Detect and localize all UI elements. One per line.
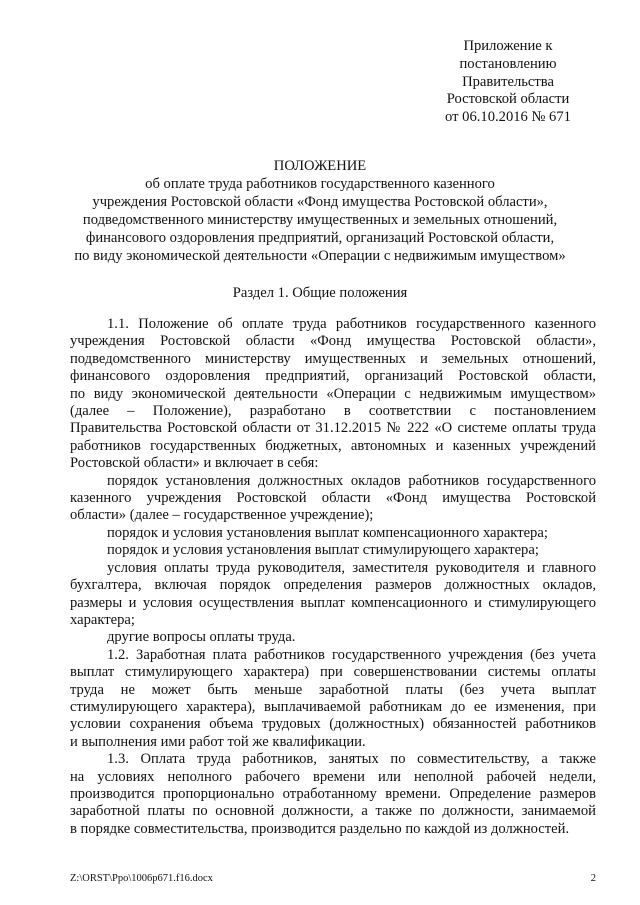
body-line: 1.1. Положение об оплате труда работников государственного казенного	[107, 316, 596, 332]
body-line: порядок и условия установления выплат компенсационного характера;	[107, 524, 548, 541]
body-line: порядок и условия установления выплат стимулирующего характера;	[107, 542, 539, 559]
appendix-block	[418, 38, 598, 127]
body-line: характера;	[70, 611, 135, 628]
appendix-line: от 06.10.2016 № 671	[445, 109, 571, 126]
body-line: труда не может быть меньше заработной платы (без учета выплат	[70, 681, 596, 698]
body-line: 1.3. Оплата труда работников, занятых по совместительству, а также	[107, 751, 596, 768]
body-line: в порядке совместительства, производится раздельно по каждой из должностей.	[70, 820, 570, 837]
file-path: Z:\ORST\Ppo\1006p671.f16.docx	[70, 873, 213, 884]
title-line: об оплате труда работников государственного казенного	[145, 175, 495, 192]
body-line: порядок установления должностных окладов работников государственного	[107, 472, 596, 489]
appendix-line: постановлению	[459, 55, 557, 72]
body-line: работников государственных бюджетных, автономных и казенных учреждений	[70, 437, 596, 454]
document-title	[40, 158, 600, 265]
appendix-line: Ростовской области	[446, 91, 570, 108]
body-line: условии сохранения объема трудовых (должностных) обязанностей работников	[70, 716, 596, 733]
title-line: по виду экономической деятельности «Операции с недвижимым имуществом»	[74, 247, 566, 264]
body-line: Ростовской области» и включает в себя:	[70, 455, 319, 472]
body-line: (далее – Положение), разработано в соответствии с постановлением	[70, 403, 596, 420]
body-line: и выполнения ими работ той же квалификации.	[70, 733, 366, 750]
title-heading: ПОЛОЖЕНИЕ	[273, 158, 367, 174]
body-line: на условиях неполного рабочего времени или неполной рабочей недели,	[70, 768, 596, 785]
body-line: 1.2. Заработная плата работников государственного учреждения (без учета	[107, 646, 596, 663]
body-line: размеры и условия осуществления выплат компенсационного и стимулирующего	[70, 594, 596, 611]
body-line: производится пропорционально отработанному времени. Определение размеров	[70, 785, 596, 802]
body-line: Правительства Ростовской области от 31.12.2015 № 222 «О системе оплаты труда	[70, 420, 596, 437]
title-line: финансового оздоровления предприятий, организаций Ростовской области,	[85, 229, 555, 246]
body-line: учреждения Ростовской области «Фонд имущества Ростовской области»,	[70, 333, 596, 350]
body-line: выплат стимулирующего характера) при совершенствовании системы оплаты	[70, 664, 596, 681]
body-line: заработной платы по основной должности, а также по должности, занимаемой	[70, 803, 596, 820]
body-line: стимулирующего характера), выплачиваемой работникам до ее изменения, при	[70, 698, 596, 715]
body-line: области» (далее – государственное учреждение);	[70, 507, 374, 524]
body-line: подведомственного министерству имущественных и земельных отношений,	[70, 350, 596, 367]
title-line: подведомственного министерству имущественных и земельных отношений,	[82, 211, 558, 228]
body-line: бухгалтера, включая порядок определения размеров должностных окладов,	[70, 577, 596, 594]
body-line: условия оплаты труда руководителя, заместителя руководителя и главного	[107, 559, 596, 576]
document-body	[70, 316, 596, 838]
page-number: 2	[590, 873, 596, 884]
section-heading: Раздел 1. Общие положения	[232, 285, 408, 301]
body-line: финансового оздоровления предприятий, организаций Ростовской области,	[70, 368, 596, 385]
body-line: казенного учреждения Ростовской области «Фонд имущества Ростовской	[70, 490, 596, 507]
body-line: другие вопросы оплаты труда.	[107, 629, 296, 646]
appendix-line: Приложение к	[463, 38, 553, 54]
title-line: учреждения Ростовской области «Фонд имущества Ростовской области»,	[92, 193, 548, 210]
appendix-line: Правительства	[462, 73, 554, 90]
body-line: по виду экономической деятельности «Операции с недвижимым имуществом»	[70, 385, 596, 402]
